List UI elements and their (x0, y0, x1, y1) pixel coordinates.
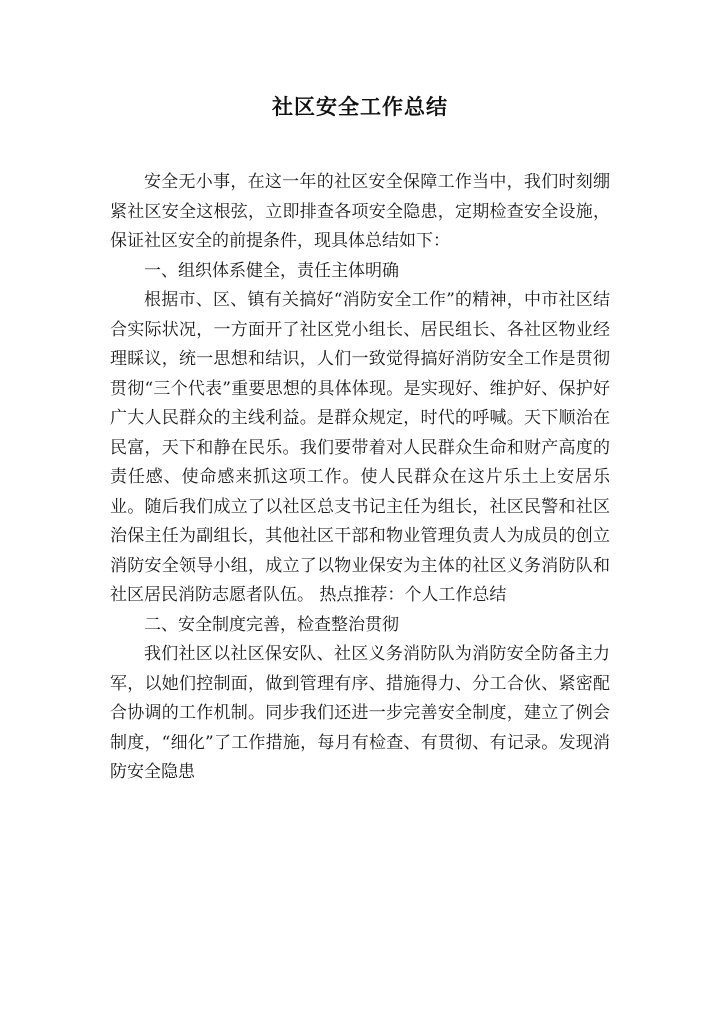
section-heading-1: 一、组织体系健全，责任主体明确 (144, 260, 399, 281)
section-heading-2: 二、安全制度完善，检查整治贯彻 (144, 614, 399, 635)
paragraph-intro: 安全无小事，在这一年的社区安全保障工作当中，我们时刻绷紧社区安全这根弦，立即排查各项安全隐患，定期检查安全设施，保证社区安全的前提条件，现具体总结如下： (110, 172, 610, 251)
paragraph-section-2: 我们社区以社区保安队、社区义务消防队为消防安全防备主力军，以她们控制面，做到管理有序、措施得力、分工合伙、紧密配合协调的工作机制。同步我们还进一步完善安全制度，建立了例会制度，“细化”了工作措施，每月有检查、有贯彻、有记录。发现消防安全隐患 (110, 644, 610, 782)
document-body (110, 168, 610, 788)
document-title: 社区安全工作总结 (272, 94, 448, 119)
paragraph-section-1: 根据市、区、镇有关搞好“消防安全工作”的精神，中市社区结合实际状况，一方面开了社区党小组长、居民组长、各社区物业经理睬议，统一思想和结识，人们一致觉得搞好消防安全工作是贯彻贯彻“三个代表”重要思想的具体体现。是实现好、维护好、保护好广大人民群众的主线利益。是群众规定，时代的呼喊。天下顺治在民富，天下和静在民乐。我们要带着对人民群众生命和财产高度的责任感、使命感来抓这项工作。使人民群众在这片乐土上安居乐业。随后我们成立了以社区总支书记主任为组长，社区民警和社区治保主任为副组长，其他社区干部和物业管理负责人为成员的创立消防安全领导小组，成立了以物业保安为主体的社区义务消防队和社区居民消防志愿者队伍。 热点推荐：个人工作总结 (110, 290, 610, 605)
